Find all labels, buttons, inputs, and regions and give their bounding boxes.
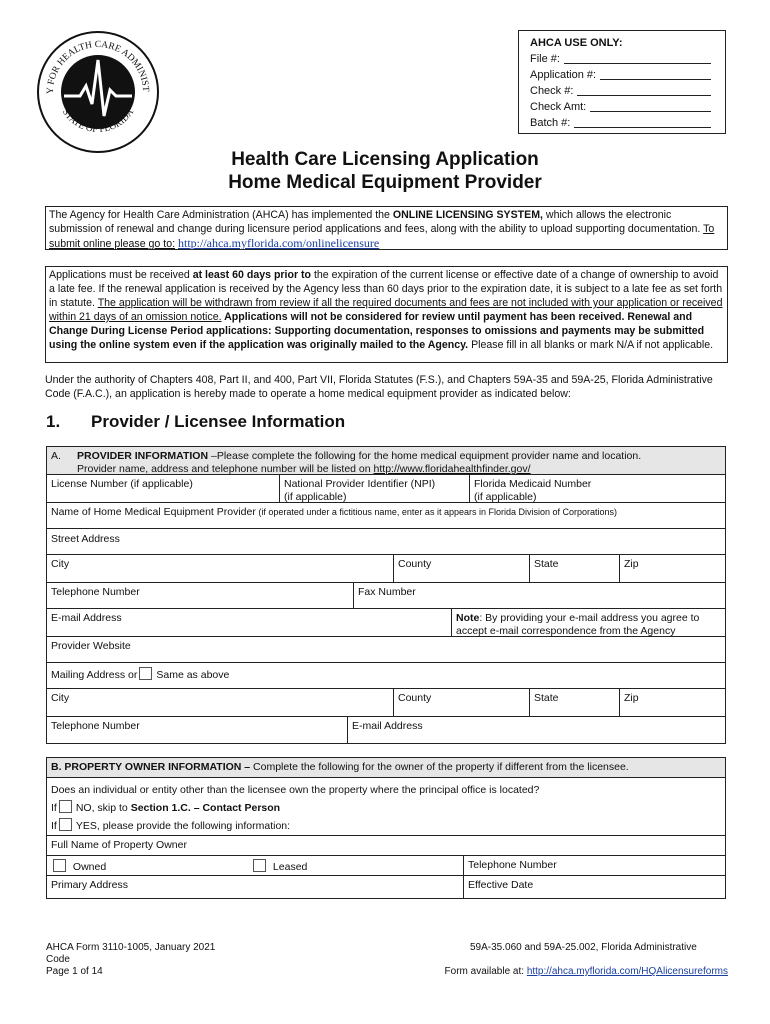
- owned-option[interactable]: Owned: [47, 856, 247, 875]
- ahca-field-file[interactable]: File #:: [530, 51, 725, 67]
- email-note: Note: By providing your e-mail address you agree to accept e-mail correspondence from the Agency: [451, 609, 727, 636]
- license-number-field[interactable]: License Number (if applicable): [51, 478, 193, 490]
- section-1-heading: 1. Provider / Licensee Information: [46, 412, 346, 431]
- npi-field[interactable]: National Provider Identifier (NPI) (if applicable): [279, 475, 469, 502]
- property-owner-question: Does an individual or entity other than the licensee own the property where the principal office is located? If NO, skip to Section 1.C. – Contact Person If YES, please provide the following information:: [51, 784, 540, 832]
- mailing-state-field[interactable]: State: [529, 689, 619, 716]
- floridahealthfinder-link[interactable]: http://www.floridahealthfinder.gov/: [373, 463, 531, 475]
- forms-link[interactable]: http://ahca.myflorida.com/HQAlicensureforms: [526, 966, 728, 977]
- leased-option[interactable]: Leased: [247, 856, 463, 875]
- zip-field[interactable]: Zip: [619, 555, 727, 582]
- ahca-use-only-box: [518, 30, 726, 134]
- mailing-address-field[interactable]: Mailing Address or Same as above: [51, 669, 230, 681]
- leased-checkbox[interactable]: [253, 859, 266, 872]
- medicaid-number-field[interactable]: Florida Medicaid Number (if applicable): [469, 475, 727, 502]
- authority-statement: Under the authority of Chapters 408, Part II, and 400, Part VII, Florida Statutes (F.S.), and Chapters 59A-35 and 59A-25, Florida Administrative Code (F.A.C.), an application is hereby made to operate a home medical equipment provider as indicated below:: [45, 374, 713, 400]
- seal-top-text: Y FOR HEALTH CARE ADMINIST: [45, 39, 151, 95]
- deadline-notice: Applications must be received at least 60 days prior to the expiration of the current license or effective date of a change of ownership to avoid a late fee. If the renewal application is received by the Agency less than 60 days prior to the expiration date, it is subject to a late fee as set forth in statute. The application will be withdrawn from review if all the required documents and fees are not included with your application or received within 21 days of an omission notice. Applications will not be considered for review until payment has been received. Renewal and Change During License Period applications: Supporting documentation, responses to omissions and payments may be submitted using the online system even if the application was originally mailed to the Agency. Please fill in all blanks or mark N/A if not applicable.: [45, 266, 728, 363]
- part-b-header: B. PROPERTY OWNER INFORMATION – Complete the following for the owner of the property if different from the licensee.: [51, 761, 629, 773]
- property-owner-table: [46, 757, 726, 899]
- provider-name-field[interactable]: Name of Home Medical Equipment Provider (if operated under a fictitious name, enter as it appears in Florida Division of Corporations): [51, 506, 618, 518]
- ahca-field-batch[interactable]: Batch #:: [530, 115, 725, 131]
- ahca-field-application[interactable]: Application #:: [530, 67, 725, 83]
- ahca-field-check[interactable]: Check #:: [530, 83, 725, 99]
- page-title: Health Care Licensing Application Home Medical Equipment Provider: [228, 149, 542, 193]
- seal-graphic: [36, 30, 160, 154]
- mailing-telephone-field[interactable]: Telephone Number: [51, 720, 140, 732]
- no-checkbox[interactable]: [59, 800, 72, 813]
- agency-seal: [36, 30, 160, 154]
- part-a-header: A. PROVIDER INFORMATION –Please complete the following for the home medical equipment provider name and location. Provider name, address and telephone number will be listed on http://www.floridahealthfinder.gov/: [51, 450, 642, 475]
- owned-checkbox[interactable]: [53, 859, 66, 872]
- owner-effective-date-field[interactable]: Effective Date: [463, 876, 727, 898]
- city-field[interactable]: City: [51, 558, 70, 570]
- mailing-email-field[interactable]: E-mail Address: [347, 717, 727, 743]
- online-licensing-notice: The Agency for Health Care Administration (AHCA) has implemented the ONLINE LICENSING SYSTEM, which allows the electronic submission of renewal and change during licensure period applications and fees, along with the ability to upload supporting documentation. To submit online please go to: http://ahca.myflorida.com/onlinelicensure: [45, 206, 728, 250]
- ahca-box-header: AHCA USE ONLY:: [530, 37, 623, 49]
- mailing-zip-field[interactable]: Zip: [619, 689, 727, 716]
- ahca-field-check-amt[interactable]: Check Amt:: [530, 99, 725, 115]
- footer-form-info: AHCA Form 3110-1005, January 2021 Code Page 1 of 14: [46, 942, 216, 977]
- provider-information-table: [46, 446, 726, 744]
- provider-website-field[interactable]: Provider Website: [51, 640, 131, 652]
- property-owner-name-field[interactable]: Full Name of Property Owner: [51, 839, 187, 851]
- fax-field[interactable]: Fax Number: [353, 583, 727, 608]
- same-as-above-checkbox[interactable]: [139, 667, 152, 680]
- mailing-city-field[interactable]: City: [51, 692, 70, 704]
- yes-checkbox[interactable]: [59, 818, 72, 831]
- seal-bottom-text: STATE OF FLORIDA: [59, 107, 137, 136]
- telephone-field[interactable]: Telephone Number: [51, 586, 140, 598]
- footer-availability: Form available at: http://ahca.myflorida.com/HQAlicensureforms: [444, 966, 728, 977]
- owner-telephone-field[interactable]: Telephone Number: [463, 856, 727, 875]
- online-licensure-link[interactable]: http://ahca.myflorida.com/onlinelicensure: [177, 236, 380, 250]
- county-field[interactable]: County: [393, 555, 529, 582]
- street-address-field[interactable]: Street Address: [51, 533, 120, 545]
- mailing-county-field[interactable]: County: [393, 689, 529, 716]
- owner-primary-address-field[interactable]: Primary Address: [51, 879, 129, 891]
- email-field[interactable]: E-mail Address: [51, 612, 122, 624]
- footer-rule: 59A-35.060 and 59A-25.002, Florida Administrative: [470, 942, 697, 953]
- state-field[interactable]: State: [529, 555, 619, 582]
